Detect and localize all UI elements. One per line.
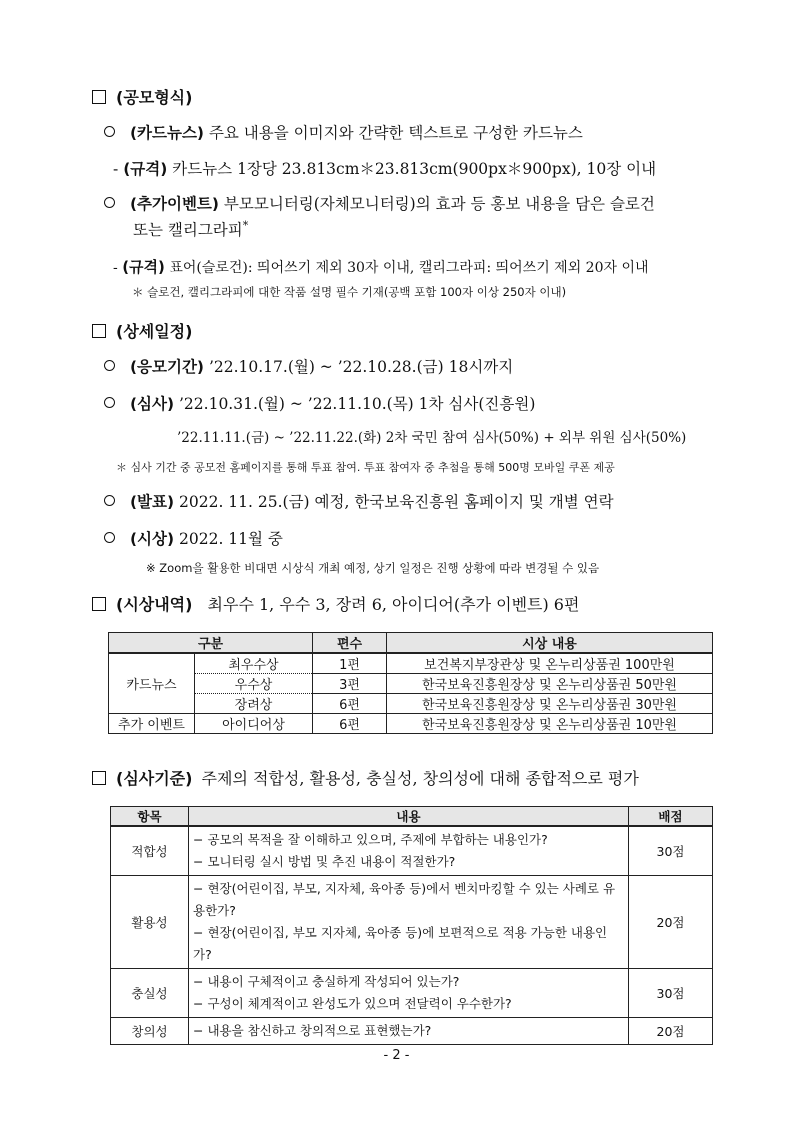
circle-bullet-icon: [104, 532, 115, 543]
criteria-line: − 내용을 참신하고 창의적으로 표현했는가?: [193, 1023, 432, 1038]
table-row: [111, 876, 713, 969]
table-cell: 장려상: [195, 694, 313, 714]
circle-bullet-icon: [104, 360, 115, 371]
schedule-award-note: ※ Zoom을 활용한 비대면 시상식 개최 예정, 상기 일정은 진행 상황에 따라 변경될 수 있음: [146, 561, 600, 575]
format-note: ＊ 슬로건, 캘리그라피에 대한 작품 설명 필수 기재(공백 포함 100자 이상 250자 이내): [132, 285, 567, 299]
table-header-cell: 배점: [629, 807, 713, 827]
checkbox-square-icon: [92, 771, 106, 785]
section-format-heading: (공모형식): [92, 85, 192, 108]
table-cell: 적합성: [111, 826, 189, 876]
table-cell: 1편: [313, 653, 387, 674]
circle-bullet-icon: [104, 126, 115, 137]
schedule-apply: (응모기간) ’22.10.17.(월) ~ ’22.10.28.(금) 18시까지: [104, 355, 513, 377]
schedule-review-note: ＊ 심사 기간 중 공모전 홈페이지를 통해 투표 참여. 투표 참여자 중 추첨을 통해 500명 모바일 쿠폰 제공: [116, 461, 615, 474]
table-cell: 30점: [629, 826, 713, 876]
checkbox-square-icon: [92, 90, 106, 104]
table-cell: 한국보육진흥원장상 및 온누리상품권 10만원: [387, 714, 713, 734]
table-cell: 최우수상: [195, 653, 313, 674]
format-event: (추가이벤트) 부모모니터링(자체모니터링)의 효과 등 홍보 내용을 담은 슬로건: [104, 192, 655, 214]
table-cell: 한국보육진흥원장상 및 온누리상품권 30만원: [387, 694, 713, 714]
table-cell: 3편: [313, 674, 387, 694]
format-cardnews: (카드뉴스) 주요 내용을 이미지와 간략한 텍스트로 구성한 카드뉴스: [104, 121, 583, 143]
page-number: - 2 -: [383, 1048, 410, 1063]
table-header-cell: 시상 내용: [387, 633, 713, 654]
table-cell: 6편: [313, 714, 387, 734]
section-criteria-heading: (심사기준) 주제의 적합성, 활용성, 충실성, 창의성에 대해 종합적으로 평가: [92, 766, 639, 789]
table-cell: 30점: [629, 969, 713, 1018]
table-header-cell: 내용: [189, 807, 629, 827]
section-awards-heading: (시상내역) 최우수 1, 우수 3, 장려 6, 아이디어(추가 이벤트) 6편: [92, 592, 579, 615]
table-row: [109, 694, 713, 714]
schedule-award: (시상) 2022. 11월 중: [104, 527, 283, 549]
section-schedule-heading: (상세일정): [92, 319, 192, 342]
table-header-row: [111, 807, 713, 827]
table-cell: 20점: [629, 1018, 713, 1045]
circle-bullet-icon: [104, 495, 115, 506]
table-header-cell: 항목: [111, 807, 189, 827]
table-row: [109, 653, 713, 674]
table-row: [109, 714, 713, 734]
table-cell-content: [189, 876, 629, 969]
table-header-row: [109, 633, 713, 654]
table-cell: 창의성: [111, 1018, 189, 1045]
table-cell: 한국보육진흥원장상 및 온누리상품권 50만원: [387, 674, 713, 694]
table-cell-content: [189, 1018, 629, 1045]
checkbox-square-icon: [92, 324, 106, 338]
table-cell: 20점: [629, 876, 713, 969]
table-row: [109, 674, 713, 694]
criteria-line: − 구성이 체계적이고 완성도가 있으며 전달력이 우수한가?: [193, 996, 512, 1011]
criteria-line: − 현장(어린이집, 부모, 지자체, 육아종 등)에서 벤치마킹할 수 있는 사례로 유용한가?: [193, 881, 616, 918]
format-spec1: - (규격) 카드뉴스 1장당 23.813cm＊23.813cm(900px＊900px), 10장 이내: [113, 160, 657, 178]
table-cell: 보건복지부장관상 및 온누리상품권 100만원: [387, 653, 713, 674]
schedule-announce: (발표) 2022. 11. 25.(금) 예정, 한국보육진흥원 홈페이지 및 개별 연락: [104, 490, 614, 512]
table-row: [111, 969, 713, 1018]
table-header-cell: 편수: [313, 633, 387, 654]
checkbox-square-icon: [92, 597, 106, 611]
table-row: [111, 826, 713, 876]
awards-table: [108, 632, 713, 734]
table-cell-group: 추가 이벤트: [109, 714, 195, 734]
table-cell-group: 카드뉴스: [109, 653, 195, 714]
schedule-review: (심사) ’22.10.31.(월) ~ ’22.11.10.(목) 1차 심사(진흥원): [104, 392, 535, 414]
circle-bullet-icon: [104, 197, 115, 208]
criteria-table: [110, 806, 713, 1045]
criteria-line: − 내용이 구체적이고 충실하게 작성되어 있는가?: [193, 974, 460, 989]
table-row: [111, 1018, 713, 1045]
table-cell: 6편: [313, 694, 387, 714]
schedule-review-2: ’22.11.11.(금) ~ ’22.11.22.(화) 2차 국민 참여 심사(50%) + 외부 위원 심사(50%): [177, 430, 687, 446]
table-cell: 우수상: [195, 674, 313, 694]
table-cell: 충실성: [111, 969, 189, 1018]
circle-bullet-icon: [104, 397, 115, 408]
format-event-line2: 또는 캘리그라피*: [133, 218, 249, 239]
table-header-cell: 구분: [109, 633, 313, 654]
criteria-line: − 공모의 목적을 잘 이해하고 있으며, 주제에 부합하는 내용인가?: [193, 832, 548, 847]
table-cell-content: [189, 826, 629, 876]
criteria-line: − 모니터링 실시 방법 및 추진 내용이 적절한가?: [193, 854, 456, 869]
table-cell: 활용성: [111, 876, 189, 969]
format-spec2: - (규격) 표어(슬로건): 띄어쓰기 제외 30자 이내, 캘리그라피: 띄어쓰기 제외 20자 이내: [113, 258, 649, 276]
table-cell-content: [189, 969, 629, 1018]
criteria-line: − 현장(어린이집, 부모 지자체, 육아종 등)에 보편적으로 적용 가능한 내용인가?: [193, 925, 608, 962]
table-cell: 아이디어상: [195, 714, 313, 734]
